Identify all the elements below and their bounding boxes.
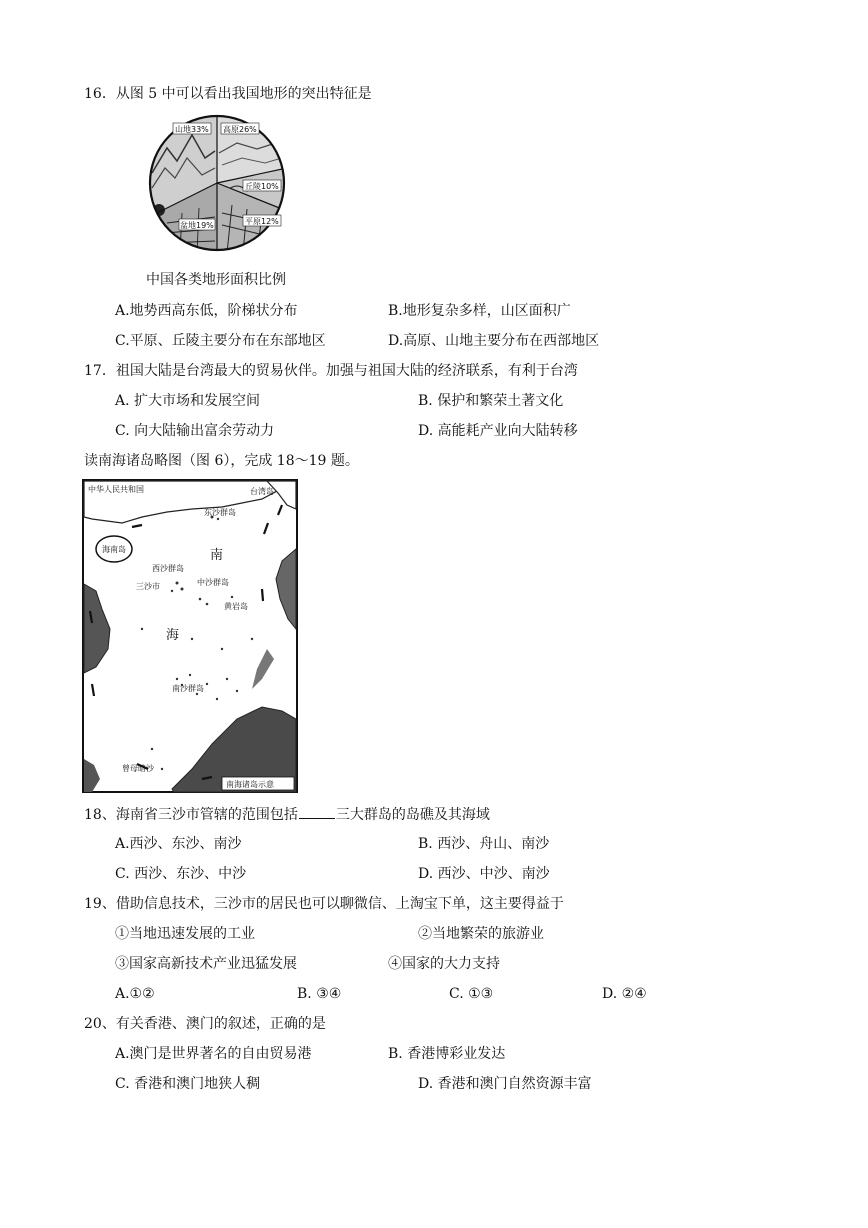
q20-option-a: A.澳门是世界著名的自由贸易港 [115,1046,312,1062]
map-label-zengmu: 曾母暗沙 [122,764,154,773]
map-label-nan: 南 [210,548,224,563]
q16-stem: 16．从图 5 中可以看出我国地形的突出特征是 [84,86,372,102]
q17-option-d: D. 高能耗产业向大陆转移 [418,423,578,439]
terrain-proportion-figure [147,113,287,253]
q17-option-b: B. 保护和繁荣土著文化 [418,393,564,409]
plateau-label: 高原26% [223,125,257,134]
map-label-prc: 中华人民共和国 [88,485,144,494]
map-label-hainan: 海南岛 [102,545,126,554]
map-label-xisha: 西沙群岛 [152,564,184,573]
q19-item-1: ①当地迅速发展的工业 [115,926,255,942]
q18-stem [84,804,490,825]
reading-instruction: 读南海诸岛略图（图 6），完成 18～19 题。 [84,453,359,469]
q19-stem: 19、借助信息技术，三沙市的居民也可以聊微信、上淘宝下单，这主要得益于 [84,896,564,912]
q16-option-d: D.高原、山地主要分布在西部地区 [388,333,600,349]
q18-option-d: D. 西沙、中沙、南沙 [418,866,550,882]
map-label-huangyan: 黄岩岛 [224,602,248,611]
q18-option-b: B. 西沙、舟山、南沙 [418,836,550,852]
q19-option-b: B. ③④ [297,986,342,1002]
map-label-sansha: 三沙市 [136,582,160,591]
q17-option-a: A. 扩大市场和发展空间 [115,393,261,409]
south-china-sea-map [82,479,298,793]
q16-option-b: B.地形复杂多样，山区面积广 [388,303,571,319]
q20-option-d: D. 香港和澳门自然资源丰富 [418,1076,592,1092]
q19-item-4: ④国家的大力支持 [388,956,500,972]
q16-option-a: A.地势西高东低，阶梯状分布 [115,303,298,319]
q16-figure-caption: 中国各类地形面积比例 [146,272,286,288]
hill-label: 丘陵10% [245,182,279,191]
q20-stem: 20、有关香港、澳门的叙述，正确的是 [84,1016,326,1032]
map-label-hai: 海 [166,628,180,643]
q19-option-d: D. ②④ [602,986,647,1002]
q19-option-a: A.①② [115,986,155,1002]
q17-option-c: C. 向大陆输出富余劳动力 [115,423,275,439]
plain-label: 平原12% [245,217,279,226]
q18-answer-blank [299,804,335,819]
map-label-zhongsha: 中沙群岛 [197,578,229,587]
q18-stem-after: 三大群岛的岛礁及其海域 [335,807,490,823]
map-label-taiwan: 台湾岛 [250,487,274,496]
q18-option-a: A.西沙、东沙、南沙 [115,836,242,852]
q18-option-c: C. 西沙、东沙、中沙 [115,866,247,882]
q16-option-c: C.平原、丘陵主要分布在东部地区 [115,333,326,349]
basin-label: 盆地19% [180,221,214,230]
map-label-nansha: 南沙群岛 [172,684,204,693]
q18-stem-before: 18、海南省三沙市管辖的范围包括 [84,807,298,823]
q20-option-c: C. 香港和澳门地狭人稠 [115,1076,261,1092]
map-inset-caption: 南海诸岛示意 [226,780,274,789]
q19-item-3: ③国家高新技术产业迅猛发展 [115,956,297,972]
mountain-label: 山地33% [175,125,209,134]
q19-option-c: C. ①③ [449,986,494,1002]
map-label-dongsha: 东沙群岛 [204,508,236,517]
q17-stem: 17．祖国大陆是台湾最大的贸易伙伴。加强与祖国大陆的经济联系，有利于台湾 [84,363,578,379]
q20-option-b: B. 香港博彩业发达 [388,1046,506,1062]
q19-item-2: ②当地繁荣的旅游业 [418,926,544,942]
